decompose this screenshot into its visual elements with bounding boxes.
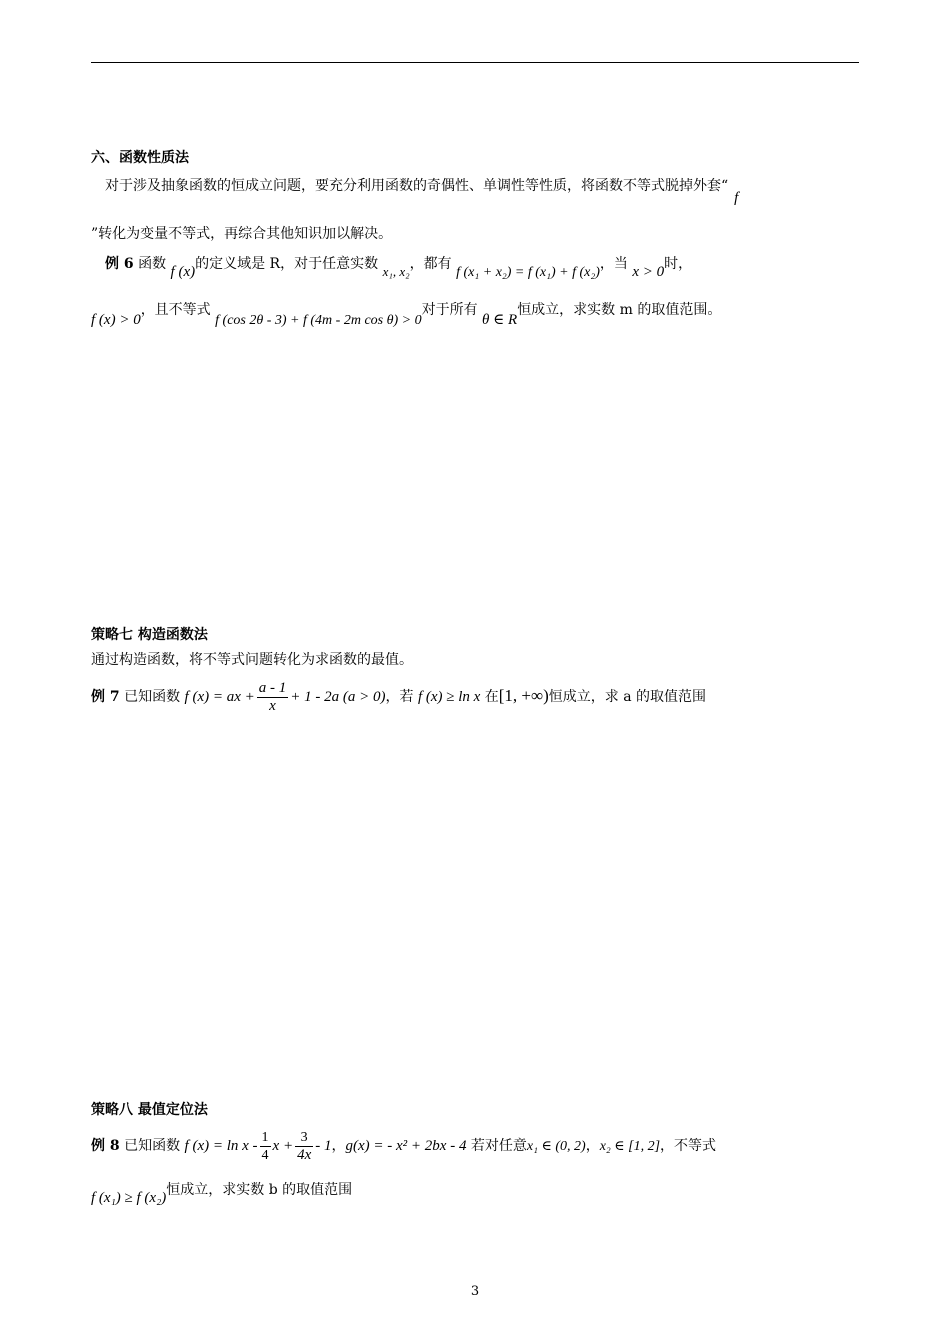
example8-line2 bbox=[91, 1180, 859, 1206]
ex7-text3: 在 bbox=[484, 689, 499, 705]
section7-heading: 策略七 构造函数法 bbox=[91, 627, 208, 643]
ex6-text6: ，且不等式 bbox=[140, 302, 211, 318]
ex8-frac1-num: 1 bbox=[261, 1129, 269, 1145]
section6-intro-line1 bbox=[91, 176, 859, 206]
ex8-text2: ， bbox=[331, 1138, 346, 1154]
ex8-frac1-den: 4 bbox=[261, 1147, 269, 1163]
example7-label: 例 7 bbox=[91, 689, 120, 705]
ex8-text6: 恒成立，求实数 b 的取值范围 bbox=[166, 1182, 353, 1198]
ex6-text3: ，都有 bbox=[409, 256, 452, 272]
example8-line1 bbox=[91, 1126, 859, 1167]
ex7-math4: [1, +∞) bbox=[498, 686, 549, 705]
ex8-text3: 若对任意 bbox=[470, 1138, 527, 1154]
ex6-text7: 对于所有 bbox=[421, 302, 478, 318]
section6-intro-line2: ”转化为变量不等式，再综合其他知识加以解决。 bbox=[91, 226, 393, 242]
example6-line2 bbox=[91, 300, 859, 328]
ex8-math6: x₂ ∈ [1, 2] bbox=[599, 1139, 661, 1154]
ex8-frac2-num: 3 bbox=[295, 1129, 313, 1147]
ex6-math5: f (x) > 0 bbox=[91, 312, 141, 328]
intro-text: 对于涉及抽象函数的恒成立问题，要充分利用函数的奇偶性、单调性等性质，将函数不等式脱掉外套“ bbox=[105, 178, 729, 194]
example7-line bbox=[91, 676, 859, 717]
ex7-text4: 恒成立，求 a 的取值范围 bbox=[548, 689, 707, 705]
ex6-text8: 恒成立，求实数 m 的取值范围。 bbox=[517, 302, 722, 318]
ex6-math6: f (cos 2θ - 3) + f (4m - 2m cos θ) > 0 bbox=[215, 313, 422, 328]
ex6-math1: f (x) bbox=[170, 264, 196, 280]
ex7-math1: f (x) = ax + bbox=[184, 689, 255, 705]
ex6-math3: f (x₁ + x₂) = f (x₁) + f (x₂) bbox=[456, 265, 600, 280]
ex6-math2: x₁, x₂ bbox=[382, 264, 410, 279]
ex8-math5: x₁ ∈ (0, 2) bbox=[526, 1139, 586, 1154]
ex6-math4: x > 0 bbox=[632, 264, 665, 280]
header-rule bbox=[91, 62, 859, 63]
intro-f-symbol: f bbox=[734, 190, 739, 206]
section8-heading: 策略八 最值定位法 bbox=[91, 1102, 208, 1118]
ex7-fraction bbox=[257, 680, 289, 715]
ex7-text1: 已知函数 bbox=[124, 689, 181, 705]
ex8-text1: 已知函数 bbox=[124, 1138, 181, 1154]
ex8-fraction1 bbox=[260, 1129, 271, 1164]
ex6-text1: 函数 bbox=[138, 256, 167, 272]
ex8-text5: ，不等式 bbox=[660, 1138, 717, 1154]
section7-intro: 通过构造函数，将不等式问题转化为求函数的最值。 bbox=[91, 652, 413, 668]
ex8-math3: - 1 bbox=[315, 1138, 332, 1154]
ex7-math3: f (x) ≥ ln x bbox=[417, 689, 481, 705]
page-number: 3 bbox=[470, 1284, 480, 1299]
example8-label: 例 8 bbox=[91, 1138, 120, 1154]
ex8-math1: f (x) = ln x - bbox=[184, 1138, 258, 1154]
ex8-math7: f (x₁) ≥ f (x₂) bbox=[91, 1190, 167, 1206]
section6-heading: 六、函数性质法 bbox=[91, 150, 189, 166]
ex6-math7: θ ∈ R bbox=[482, 312, 518, 328]
ex8-math4: g(x) = - x² + 2bx - 4 bbox=[345, 1138, 467, 1154]
ex8-math2: x + bbox=[272, 1138, 294, 1154]
ex6-text5: 时， bbox=[664, 256, 693, 272]
ex7-text2: ，若 bbox=[385, 689, 414, 705]
ex7-frac-num: a - 1 bbox=[258, 679, 287, 696]
ex6-text2: 的定义域是 R，对于任意实数 bbox=[195, 256, 379, 272]
ex7-frac-den: x bbox=[269, 697, 276, 714]
ex7-math2: + 1 - 2a (a > 0) bbox=[290, 689, 386, 705]
example6-label: 例 6 bbox=[105, 256, 134, 272]
example6-line1 bbox=[91, 254, 859, 280]
ex8-fraction2 bbox=[295, 1129, 313, 1164]
ex8-text4: ， bbox=[585, 1138, 600, 1154]
ex6-text4: ，当 bbox=[599, 256, 628, 272]
ex8-frac2-den: 4x bbox=[297, 1146, 312, 1163]
